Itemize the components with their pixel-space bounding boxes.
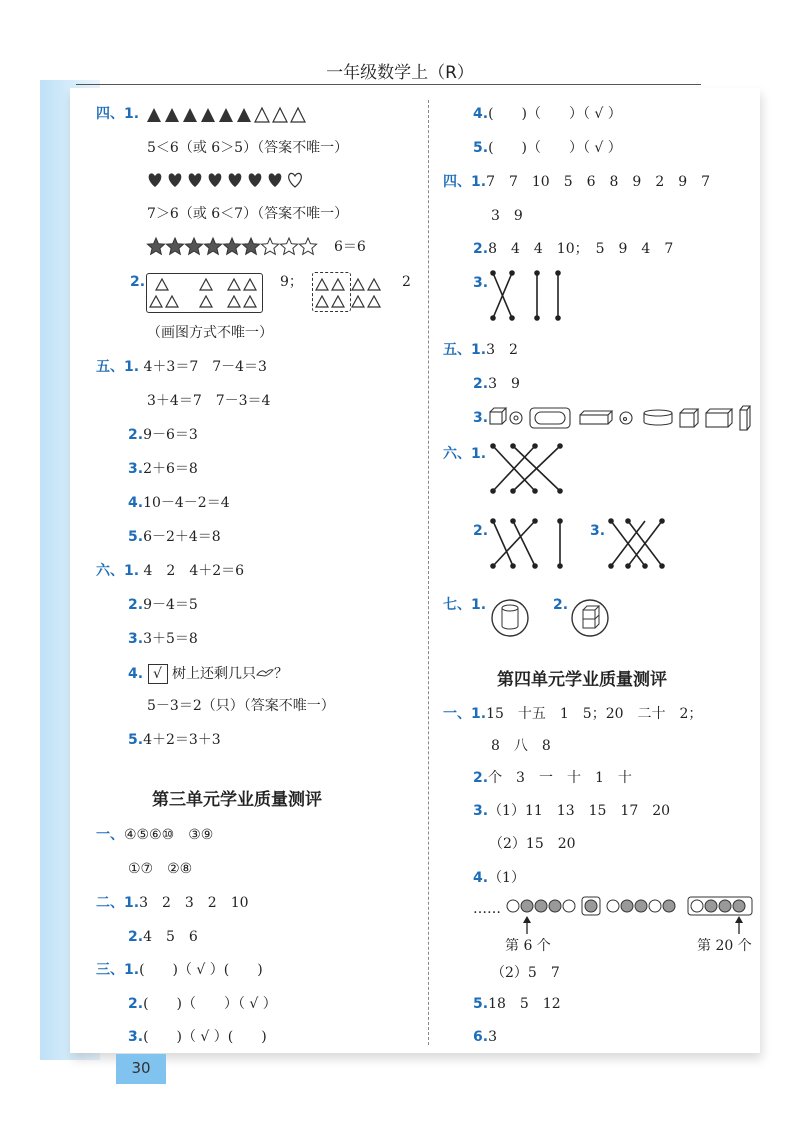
item-number: 4. <box>473 870 489 886</box>
item-number: 2. <box>473 376 489 392</box>
bead <box>719 900 731 912</box>
item-number: 3. <box>473 410 489 426</box>
answer-text: 3 9 <box>491 208 523 224</box>
item-number: 3. <box>128 461 144 477</box>
right-section-6-item-1 <box>443 445 486 463</box>
filled-star-icon <box>223 238 240 254</box>
bead <box>691 900 703 912</box>
answer-text: 3 2 3 2 10 <box>139 895 249 911</box>
answer-text: （2）5 7 <box>491 965 560 981</box>
unit3-section-3-item-2 <box>128 995 277 1013</box>
section-label: 六、 <box>443 446 471 462</box>
right-item-4 <box>473 105 622 123</box>
filled-star-icon <box>185 238 202 254</box>
section-label: 三、 <box>96 962 124 978</box>
triangles-row <box>145 106 305 124</box>
matching-lines-2 <box>490 443 570 495</box>
filled-star-icon <box>166 238 183 254</box>
answer-text: （2）15 20 <box>489 836 576 852</box>
answer-text: 9－6＝3 <box>143 427 198 443</box>
bead <box>733 900 745 912</box>
answer-text: 4 5 6 <box>143 929 198 945</box>
section-label: 五、 <box>96 359 124 375</box>
outline-star-icon <box>261 238 278 254</box>
right-section-7-item-2 <box>553 596 568 614</box>
item-number: 1. <box>124 106 140 122</box>
question-mark: ？ <box>273 666 288 682</box>
unit3-section-2-item-1 <box>96 894 249 912</box>
answer-text: 8 八 8 <box>491 738 551 754</box>
unit-4-title: 第四单元学业质量测评 <box>497 670 667 690</box>
column-divider <box>428 100 429 1045</box>
unit3-section-1 <box>96 826 213 844</box>
matching-lines-4 <box>608 518 668 570</box>
header-rule <box>76 84 701 85</box>
bead <box>705 900 717 912</box>
bead-ellipsis: …… <box>473 901 501 917</box>
answer-text: 4 2 4＋2＝6 <box>143 563 245 579</box>
section-6-item-4 <box>128 664 288 684</box>
item-number: 1. <box>471 342 487 358</box>
bead <box>521 900 533 912</box>
item-number: 1. <box>471 706 487 722</box>
section-6-item-3 <box>128 630 198 648</box>
right-section-7-item-1 <box>443 596 486 614</box>
bead <box>507 900 519 912</box>
right-section-5-item-3 <box>473 409 488 427</box>
item-number: 1. <box>124 895 140 911</box>
filled-star-icon <box>147 238 164 254</box>
section-label: 五、 <box>443 342 471 358</box>
triangles-grid-2 <box>316 276 386 310</box>
item-number: 2. <box>128 597 144 613</box>
section-label: 七、 <box>443 597 471 613</box>
answer-text: 9； <box>280 274 303 290</box>
section-label: 一、 <box>443 706 471 722</box>
answer-text: 9－4＝5 <box>143 597 198 613</box>
right-section-5-item-1 <box>443 341 518 359</box>
section-label: 二、 <box>96 895 124 911</box>
bead <box>663 900 675 912</box>
bead <box>635 900 647 912</box>
section-label: 一、 <box>96 827 124 843</box>
right-section-6-item-2 <box>473 522 488 540</box>
unit-3-title: 第三单元学业质量测评 <box>152 790 322 810</box>
answer-text: ①⑦ ②⑧ <box>128 861 193 877</box>
section-4-line-1 <box>96 105 139 123</box>
right-section-4-item-2 <box>473 240 673 258</box>
answer-text: 3 2 <box>486 342 518 358</box>
section-6-item-2 <box>128 596 198 614</box>
item-number: 2. <box>473 523 489 539</box>
answer-text: （1） <box>488 870 525 886</box>
answer-text: 4＋2＝3＋3 <box>143 732 221 748</box>
section-label: 四、 <box>96 106 124 122</box>
answer-text: 6＝6 <box>334 239 366 255</box>
arrow-up-icon <box>523 916 531 923</box>
item-number: 3. <box>590 523 606 539</box>
answer-text: ( )（ √ ）( ) <box>143 1029 267 1045</box>
answer-text: 3＋4＝7 7－3＝4 <box>147 393 271 409</box>
outline-star-icon <box>299 238 316 254</box>
item-2 <box>130 273 145 291</box>
item-number: 1. <box>471 174 487 190</box>
item-number: 1. <box>124 962 140 978</box>
item-number: 3. <box>473 275 489 291</box>
cylinder-circle-icon <box>490 598 530 638</box>
item-number: 6. <box>473 1029 489 1045</box>
right-section-4-item-1 <box>443 173 710 191</box>
check-box: √ <box>148 664 168 684</box>
item-number: 2. <box>473 770 489 786</box>
filled-star-icon <box>242 238 259 254</box>
answer-text: 10－4－2＝4 <box>143 495 230 511</box>
item-number: 3. <box>128 1029 144 1045</box>
section-5-item-2 <box>128 426 198 444</box>
item-number: 5. <box>128 732 144 748</box>
answer-note: （画图方式不唯一） <box>147 325 273 341</box>
unit4-item-2 <box>473 769 632 787</box>
section-label: 四、 <box>443 174 471 190</box>
answer-text: 8 4 4 10； 5 9 4 7 <box>488 241 674 257</box>
bead <box>563 900 575 912</box>
item-number: 3. <box>128 631 144 647</box>
bead <box>535 900 547 912</box>
filled-star-icon <box>204 238 221 254</box>
unit4-section-1-item-1 <box>443 705 702 723</box>
unit3-section-2-item-2 <box>128 928 198 946</box>
answer-text: 18 5 12 <box>488 996 561 1012</box>
item-number: 5. <box>128 529 144 545</box>
section-5-item-1 <box>96 358 267 376</box>
right-section-4-item-3 <box>473 274 488 292</box>
answer-text: （1）11 13 15 17 20 <box>488 803 671 819</box>
unit4-item-6 <box>473 1028 497 1046</box>
answer-text: 15 十五 1 5；20 二十 2； <box>486 706 703 722</box>
item-number: 5. <box>473 996 489 1012</box>
item-number: 4. <box>128 666 144 682</box>
answer-text: ( )（ √ ）( ) <box>139 962 263 978</box>
item-number: 3. <box>473 803 489 819</box>
unit3-section-3-item-3 <box>128 1028 267 1046</box>
bead <box>585 900 597 912</box>
answer-text: 个 3 一 十 1 十 <box>488 770 632 786</box>
answer-text: 7＞6（或 6＜7）（答案不唯一） <box>147 206 349 222</box>
section-6-item-5 <box>128 731 221 749</box>
answer-text: 2＋6＝8 <box>143 461 198 477</box>
outline-star-icon <box>280 238 297 254</box>
answer-text: 3 <box>488 1029 497 1045</box>
unit4-item-5 <box>473 995 561 1013</box>
item-number: 2. <box>473 241 489 257</box>
item-number: 1. <box>471 597 487 613</box>
answer-text: ( )（ ）（ √ ） <box>143 996 277 1012</box>
answer-text: ( )（ ）（ √ ） <box>488 140 622 156</box>
page-number: 30 <box>116 1054 166 1084</box>
item-number: 2. <box>128 427 144 443</box>
matching-lines-3 <box>490 518 570 570</box>
triangles-grid <box>150 276 260 310</box>
arrow-up-icon <box>735 916 743 923</box>
item-number: 1. <box>471 446 487 462</box>
item-number: 5. <box>473 140 489 156</box>
unit4-item-4 <box>473 869 525 887</box>
bead <box>549 900 561 912</box>
item-number: 4. <box>473 106 489 122</box>
item-number: 2. <box>130 274 146 290</box>
answer-text: 5－3＝2（只）（答案不唯一） <box>147 698 335 714</box>
solid-shapes-row <box>488 404 758 432</box>
item-number: 1. <box>124 359 140 375</box>
item-number: 2. <box>128 996 144 1012</box>
section-label: 六、 <box>96 563 124 579</box>
answer-text: 3＋5＝8 <box>143 631 198 647</box>
bead-label-6: 第 6 个 <box>505 938 551 954</box>
right-section-6-item-3 <box>590 522 605 540</box>
answer-text: 6－2＋4＝8 <box>143 529 221 545</box>
right-section-5-item-2 <box>473 375 520 393</box>
unit4-item-3 <box>473 802 670 820</box>
answer-text: 7 7 10 5 6 8 9 2 9 7 <box>486 174 711 190</box>
answer-text: 5＜6（或 6＞5）（答案不唯一） <box>147 140 349 156</box>
bead <box>649 900 661 912</box>
section-5-item-4 <box>128 494 230 512</box>
unit3-section-3-item-1 <box>96 961 263 979</box>
stars-row <box>147 238 327 256</box>
bird-icon <box>256 665 274 683</box>
item-number: 1. <box>124 563 140 579</box>
item-number: 2. <box>128 929 144 945</box>
page-header: 一年级数学上（R） <box>326 63 474 83</box>
bead-label-20: 第 20 个 <box>697 938 752 954</box>
matching-lines-1 <box>490 270 570 322</box>
right-item-5 <box>473 139 622 157</box>
section-5-item-3 <box>128 460 198 478</box>
question-text: 树上还剩几只 <box>171 666 256 682</box>
answer-text: 3 9 <box>488 376 520 392</box>
bead <box>607 900 619 912</box>
answer-text: ( )（ ）（ √ ） <box>488 106 622 122</box>
section-5-item-5 <box>128 528 221 546</box>
cuboid-circle-icon <box>570 598 610 638</box>
item-number: 2. <box>553 597 569 613</box>
hearts-row <box>147 171 317 189</box>
answer-text: ④⑤⑥⑩ ③⑨ <box>124 827 214 843</box>
answer-text: 2 <box>402 274 411 290</box>
bead <box>621 900 633 912</box>
answer-text: 4＋3＝7 7－4＝3 <box>143 359 267 375</box>
section-6-item-1 <box>96 562 244 580</box>
item-number: 4. <box>128 495 144 511</box>
